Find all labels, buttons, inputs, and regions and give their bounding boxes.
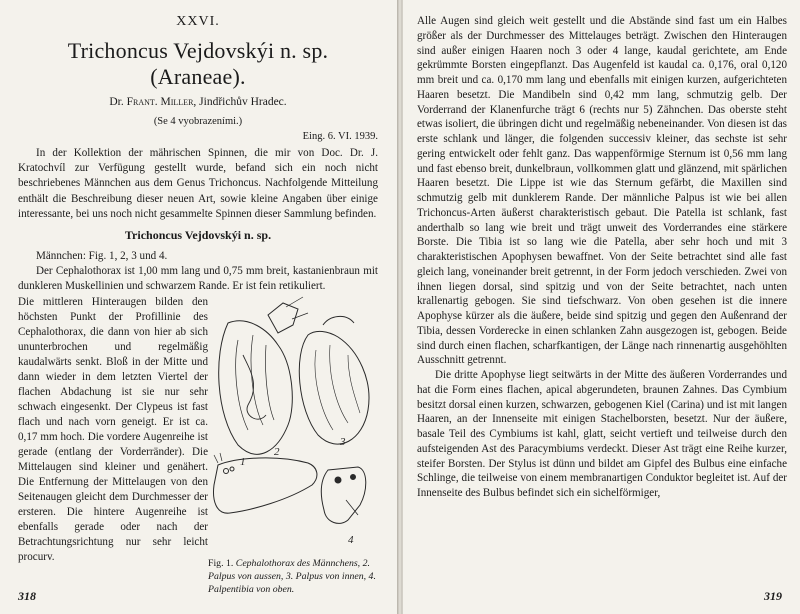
right-page (402, 0, 800, 614)
species-subheading: Trichoncus Vejdovskýi n. sp. (124, 228, 272, 243)
fig-label-3: 3 (340, 435, 346, 448)
images-note: (Se 4 vyobrazeními.) (153, 116, 243, 127)
right-paragraph-1: Alle Augen sind gleich weit gestellt und die Abstände sind fast um ein Halbes größer als der Durchmesser des Mittelauges beträgt. Zwischen den Hinteraugen sind außer einigen Haaren noch 3 oder 4 lange, kaudal gerichtete, am Ende gekrümmte Borsten eingepflanzt. Das Augenfeld ist kaudal ca. 0,176, oral 0,120 mm breit und ca. 0,170 mm lang und ebenfalls mit einigen kurzen, aufgerichteten Haaren besetzt. Die Mandibeln sind 0,42 mm lang, schmutzig gelb. Der Vorderrand der Klanenfurche trägt 6 (rechts nur 5) Zähnchen. Das oberste steht etwas isoliert, die übringen dicht und regelmäßig nebeneinander. Von diesen ist das erste schlank und länger, die folgenden successiv kleiner, das sechste ist sehr gering entwickelt oder fehlt ganz. Das wappenförmige Sternum ist 0,56 mm lang und fast ebenso breit, dunkelbraun, vollkommen glatt und glänzend, mit spärlichen Haaren besetzt. Die Lippe ist wie das Sternum gefärbt, die Maxillen sind schmutzig gelb mit dunklerem Rande. Der männliche Palpus ist wie bei allen Trichoncus-Arten äußerst charakteristisch gebaut. Die Patella ist schlank, fast anderthalb so lang wie breit und trägt unweit des Vorderrandes eine stärkere Borste. Die Tibia ist so lang wie die Patella, aber sehr hoch und mit 3 charakteristischen Apophysen bewaffnet. Von der Seite betrachtet sind alle fast gleich lang, voneinander breit getrennt, in der Form jedoch verschieden. Zwei von ihnen liegen dorsal, sind spitzig und von der Seite betrachtet, nach unten krallenartig gebogen. Sie sind tiefschwarz. Von oben gesehen ist die innere Apophyse kürzer als die äußere, beide sind spitzig und gegen den Außenrand der Tibia, dessen Vorderecke in einen schlanken Zahn ausgezogen ist, gebogen. Beide sind durch einen flachen, scharfkantigen, der Länge nach rinnenartig ausgehöhlten Ausschnitt getrennt. (417, 15, 787, 367)
left-page-number: 318 (18, 589, 36, 603)
right-page-content (417, 14, 787, 501)
author-prefix: Dr. (109, 96, 124, 108)
fig-label-1: 1 (240, 455, 246, 468)
eye-description-paragraph: Die mittleren Hinteraugen bilden den höchsten Punkt der Profillinie des Cephalothorax, die dann von hier ab sich ununterbrochen und regelmäßig kaudalwärts senkt. Bloß in der Mitte und dann wieder in dem letzten Viertel der flachen Abdachung ist sie nur sehr schwach eingesenkt. Der Clypeus ist fast flach und nach vorn geneigt. Er ist ca. 0,17 mm hoch. Die vordere Augenreihe ist gerade (entlang der Vorderränder). Die Mittelaugen sind kleiner und genähert. Die Entfernung der Mittelaugen von den Seitenaugen gleicht dem Durchmesser der ersteren. Die hintere Augenreihe ist ebenfalls gerade oder nach der Betrachtungsrichtung nur sehr leicht procurv. (18, 295, 208, 563)
fig-4-palpal-tibia (321, 467, 365, 523)
wrapped-text-column (18, 295, 208, 596)
author-line (18, 96, 378, 108)
fig-1-cephalothorax (214, 453, 317, 513)
section-number: XXVI. (176, 14, 220, 29)
text-figure-wrap (18, 295, 378, 596)
received-date: Eing. 6. VI. 1939. (302, 131, 378, 142)
fig-label-4: 4 (348, 533, 354, 546)
left-page (0, 0, 398, 614)
caption-fig-prefix: Fig. 1. (208, 557, 234, 569)
author-place: Jindřichův Hradec. (199, 96, 287, 108)
fig-label-2: 2 (274, 445, 280, 458)
figure-block (208, 295, 378, 596)
article-title: Trichoncus Vejdovskýi n. sp. (Araneae). (67, 38, 329, 89)
right-page-number: 319 (764, 589, 782, 603)
caption-text: Cephalothorax des Männchens, 2. Palpus von aussen, 3. Palpus von innen, 4. Palpentibia von oben. (208, 557, 376, 595)
left-page-content (18, 12, 378, 596)
fig-3-palpus-inside (299, 316, 369, 444)
figure-caption (208, 557, 378, 596)
cephalothorax-paragraph: Der Cephalothorax ist 1,00 mm lang und 0,75 mm breit, kastanienbraun mit dunkleren Muskellinien und schwarzem Rande. Er ist fein retikuliert. (18, 265, 378, 293)
intro-paragraph: In der Kollektion der mährischen Spinnen, die mir von Doc. Dr. J. Kratochvíl zur Verfügung gestellt wurde, befand sich ein noch nicht beschriebenes Männchen aus dem Genus Trichoncus. Nachfolgende Mitteilung enthält die Beschreibung dieser neuen Art, sowie kleine Angaben über einige interessante, bei uns noch nicht gesammelte Spinnen dieser Sammlung befinden. (18, 147, 378, 220)
right-paragraph-2: Die dritte Apophyse liegt seitwärts in der Mitte des äußeren Vorderrandes und hat die Form eines flachen, apical abgerundeten, braunen Zahnes. Das Cymbium besitzt dorsal einen kurzen, schwarzen, gebogenen Kiel (Carina) und ist mit langen Haaren, an der Innenseite mit einigen Stachelborsten, besetzt. Nur der äußere, basale Teil des Cymbiums ist kahl, glatt, seicht vertieft und teilweise durch den aufsteigenden Ast des Paracymbiums verdeckt. Dieser Ast trägt eine Reihe kurzer, steifer Borsten. Der Stylus ist dünn und bildet am Gipfel des Bulbus eine einfache Schlinge, die teilweise von einem membranartigen Conduktor begleitet ist. Auf der Innenseite des Bulbus befindet sich ein sichelförmiger, (417, 369, 787, 499)
fig-2-palpus-outside (219, 297, 308, 454)
male-figures-line: Männchen: Fig. 1, 2, 3 und 4. (36, 250, 168, 263)
figure-illustration (208, 295, 376, 553)
author-name: Frant. Miller, (126, 96, 197, 108)
